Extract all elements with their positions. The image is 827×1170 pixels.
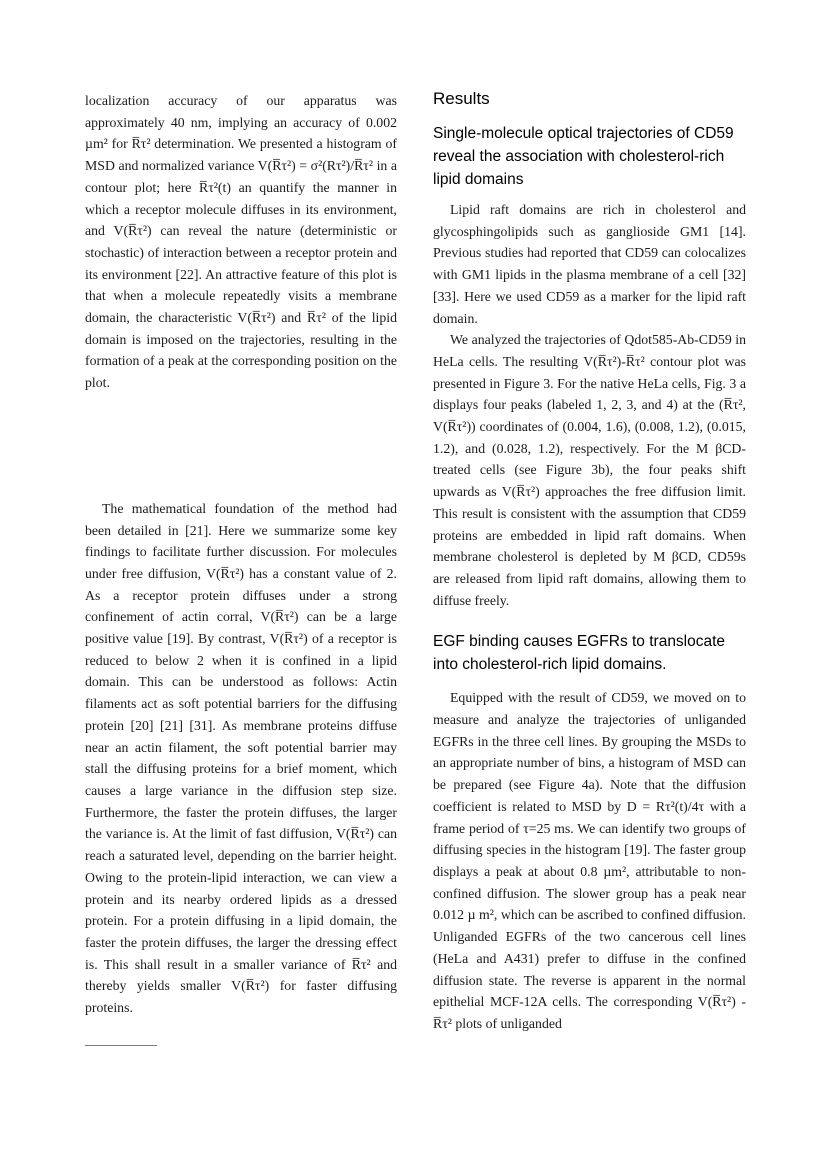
- subsection-heading-egf-binding: EGF binding causes EGFRs to translocate into cholesterol-rich lipid domains.: [433, 633, 726, 674]
- left-paragraph-method-foundation: The mathematical foundation of the method had been detailed in [21]. Here we summarize some key findings to facilitate further discussion. For molecules under free diffusion, V(R̅τ²) has a constant value of 2. As a receptor protein diffuses under a strong confinement of actin corral, V(R̅τ²) can be a large positive value [19]. By contrast, V(R̅τ²) of a receptor is reduced to below 2 when it is confined in a lipid domain. This can be understood as follows: Actin filaments act as soft potential barriers for the diffusing protein [20] [21] [31]. As membrane proteins diffuse near an actin filament, the soft potential barrier may stall the diffusing proteins for a brief moment, which causes a large variance in the diffusion step size. Furthermore, the faster the protein diffuses, the larger the variance is. At the limit of fast diffusion, V(R̅τ²) can reach a saturated level, depending on the barrier height. Owing to the protein-lipid interaction, we can view a protein and its nearby ordered lipids as a dressed protein. For a protein diffusing in a lipid domain, the faster the protein diffuses, the larger the dressing effect is. This shall result in a smaller variance of R̅τ² and thereby yields smaller V(R̅τ²) for faster diffusing proteins.: [85, 500, 397, 1016]
- footnote-rule: [85, 1045, 157, 1046]
- paragraph-lipid-raft: Lipid raft domains are rich in cholesterol and glycosphingolipids such as ganglioside GM1 [14]. Previous studies had reported that CD59 can colocalizes with GM1 lipids in the plasma membrane of a cell [32] [33]. Here we used CD59 as a marker for the lipid raft domain.: [433, 202, 746, 326]
- float-gap: [85, 394, 397, 498]
- left-paragraph-continuation: localization accuracy of our apparatus was approximately 40 nm, implying an accuracy of 0.002 µm² for R̅τ² determination. We presented a histogram of MSD and normalized variance V(R̅τ²) = σ²(Rτ²)/R̅τ² in a contour plot; here R̅τ²(t) an quantify the manner in which a receptor molecule diffuses in its environment, and V(R̅τ²) can reveal the nature (deterministic or stochastic) of interaction between a receptor protein and its environment [22]. An attractive feature of this plot is that when a molecule repeatedly visits a membrane domain, the characteristic V(R̅τ²) and R̅τ² of the lipid domain is imposed on the trajectories, resulting in the formation of a peak at the corresponding position on the plot.: [85, 93, 397, 391]
- section-heading-results: Results: [433, 89, 490, 108]
- right-column: [433, 88, 746, 1035]
- paragraph-egfr-diffusion: Equipped with the result of CD59, we moved on to measure and analyze the trajectories of unliganded EGFRs in the three cell lines. By grouping the MSDs to an appropriate number of bins, a histogram of MSD can be prepared (see Figure 4a). Note that the diffusion coefficient is related to MSD by D = Rτ²(t)/4τ with a frame period of τ=25 ms. We can identify two groups of diffusing species in the histogram [19]. The faster group displays a peak at about 0.8 µm², attributable to non-confined diffusion. The slower group has a peak near 0.012 µ m², which can be ascribed to confined diffusion. Unliganded EGFRs of the two cancerous cell lines (HeLa and A431) prefer to diffuse in the confined diffusion state. The reverse is apparent in the normal epithelial MCF-12A cells. The corresponding V(R̅τ²) -R̅τ² plots of unliganded: [433, 690, 746, 1031]
- subsection-heading-cd59-trajectories: Single-molecule optical trajectories of CD59 reveal the association with cholesterol-rich lipid domains: [433, 125, 734, 188]
- paragraph-qdot-trajectories: We analyzed the trajectories of Qdot585-Ab-CD59 in HeLa cells. The resulting V(R̅τ²)-R̅τ² contour plot was presented in Figure 3. For the native HeLa cells, Fig. 3 a displays four peaks (labeled 1, 2, 3, and 4) at the (R̅τ², V(R̅τ²)) coordinates of (0.004, 1.6), (0.008, 1.2), (0.015, 1.2), and (0.028, 1.2), respectively. For the M βCD-treated cells (see Figure 3b), the four peaks shift upwards as V(R̅τ²) approaches the free diffusion limit. This result is consistent with the assumption that CD59 proteins are embedded in lipid raft domains. When membrane cholesterol is depleted by M βCD, CD59s are released from lipid raft domains, allowing them to diffuse freely.: [433, 332, 746, 608]
- left-column: [85, 90, 397, 1046]
